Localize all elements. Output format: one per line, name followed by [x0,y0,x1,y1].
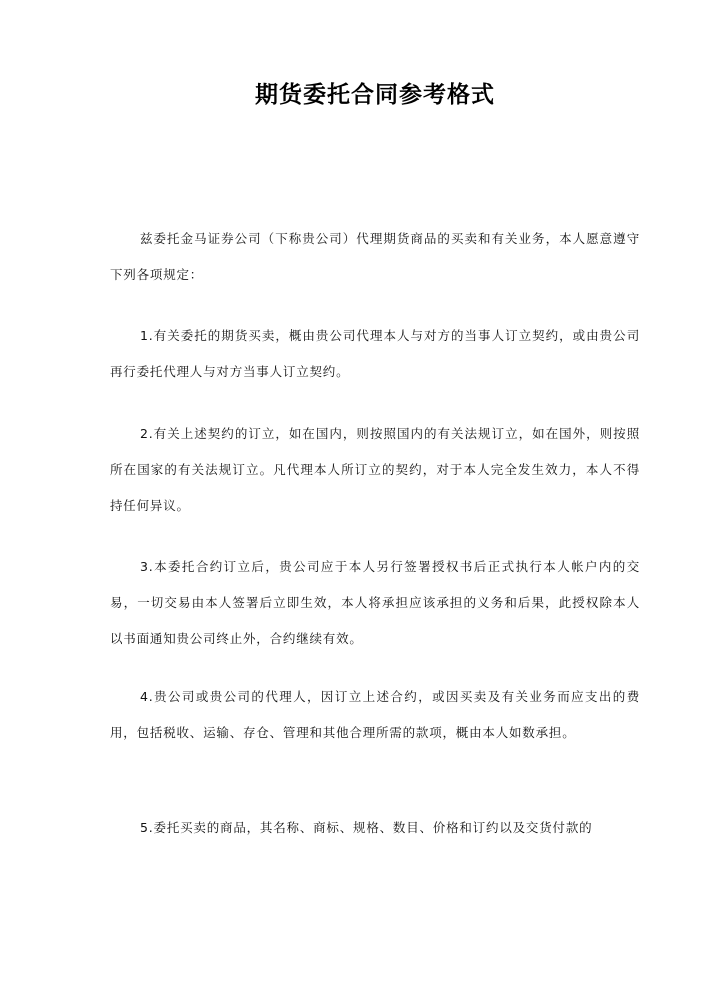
document-title: 期货委托合同参考格式 [255,82,495,109]
clause-4-paragraph: 4.贵公司或贵公司的代理人，因订立上述合约，或因买卖及有关业务而应支出的费用，包括税收、运输、存仓、管理和其他合理所需的款项，概由本人如数承担。 [110,689,640,740]
clause-1-paragraph: 1.有关委托的期货买卖，概由贵公司代理本人与对方的当事人订立契约，或由贵公司再行委托代理人与对方当事人订立契约。 [110,328,640,379]
clause-5-paragraph: 5.委托买卖的商品，其名称、商标、规格、数目、价格和订约以及交货付款的 [140,820,593,835]
clause-3-paragraph: 3.本委托合约订立后，贵公司应于本人另行签署授权书后正式执行本人帐户内的交易，一切交易由本人签署后立即生效，本人将承担应该承担的义务和后果，此授权除本人以书面通知贵公司终止外，合约继续有效。 [110,559,640,646]
intro-paragraph: 兹委托金马证券公司（下称贵公司）代理期货商品的买卖和有关业务，本人愿意遵守下列各项规定： [110,231,640,282]
clause-2-paragraph: 2.有关上述契约的订立，如在国内，则按照国内的有关法规订立，如在国外，则按照所在国家的有关法规订立。凡代理本人所订立的契约，对于本人完全发生效力，本人不得持任何异议。 [110,426,640,513]
